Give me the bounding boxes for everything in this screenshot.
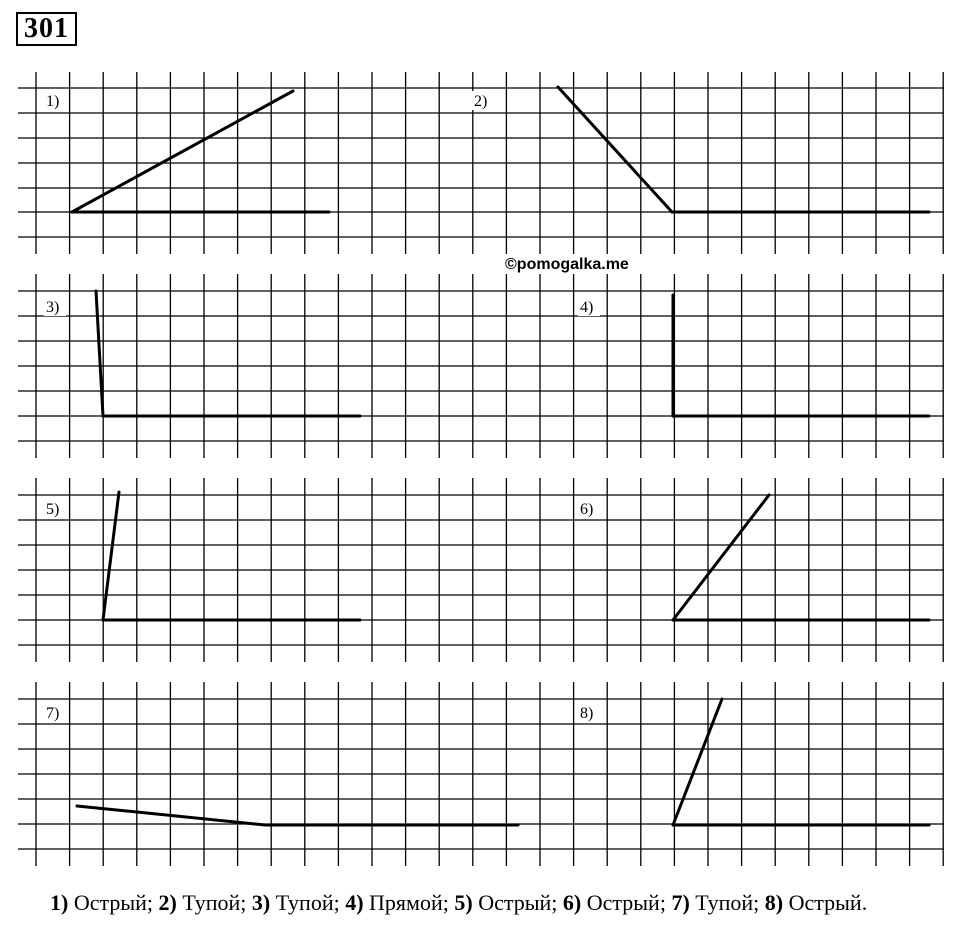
angle-1-ray-1 (72, 91, 293, 212)
answer-num-4: 4) (345, 890, 364, 915)
grid-lines (18, 72, 944, 866)
panel-labels (44, 91, 600, 722)
answer-num-8: 8) (764, 890, 784, 915)
answer-num-6: 6) (562, 890, 582, 915)
answer-text-4: Прямой; (369, 890, 449, 915)
answer-text-8: Острый. (788, 890, 868, 915)
angle-3-ray-1 (96, 291, 103, 416)
angle-8-ray-1 (673, 699, 722, 825)
watermark: ©pomogalka.me (505, 256, 629, 273)
answer-num-7: 7) (671, 890, 690, 915)
answer-text-5: Острый; (478, 890, 558, 915)
answer-text-7: Тупой; (695, 890, 760, 915)
angle-2-ray-1 (558, 87, 672, 212)
answer-num-2: 2) (158, 890, 177, 915)
panel-label-8: 8) (580, 705, 594, 722)
angle-6-ray-1 (673, 495, 769, 620)
panel-label-2: 2) (474, 93, 488, 110)
answer-text-1: Острый; (73, 890, 154, 915)
panel-label-5: 5) (46, 501, 60, 518)
panel-label-7: 7) (46, 705, 60, 722)
answer-text-2: Тупой; (182, 890, 247, 915)
panel-label-3: 3) (46, 299, 60, 316)
panel-label-4: 4) (580, 299, 594, 316)
angle-rays (72, 87, 929, 825)
angle-5-ray-1 (103, 492, 119, 620)
answer-num-1: 1) (50, 890, 69, 915)
answer-num-3: 3) (251, 890, 271, 915)
answer-text (50, 886, 944, 920)
panel-label-1: 1) (46, 93, 60, 110)
answer-num-5: 5) (454, 890, 473, 915)
task-number: 301 (16, 12, 77, 46)
answer-text-6: Острый; (586, 890, 666, 915)
answer-text-3: Тупой; (275, 890, 340, 915)
panel-label-6: 6) (580, 501, 594, 518)
